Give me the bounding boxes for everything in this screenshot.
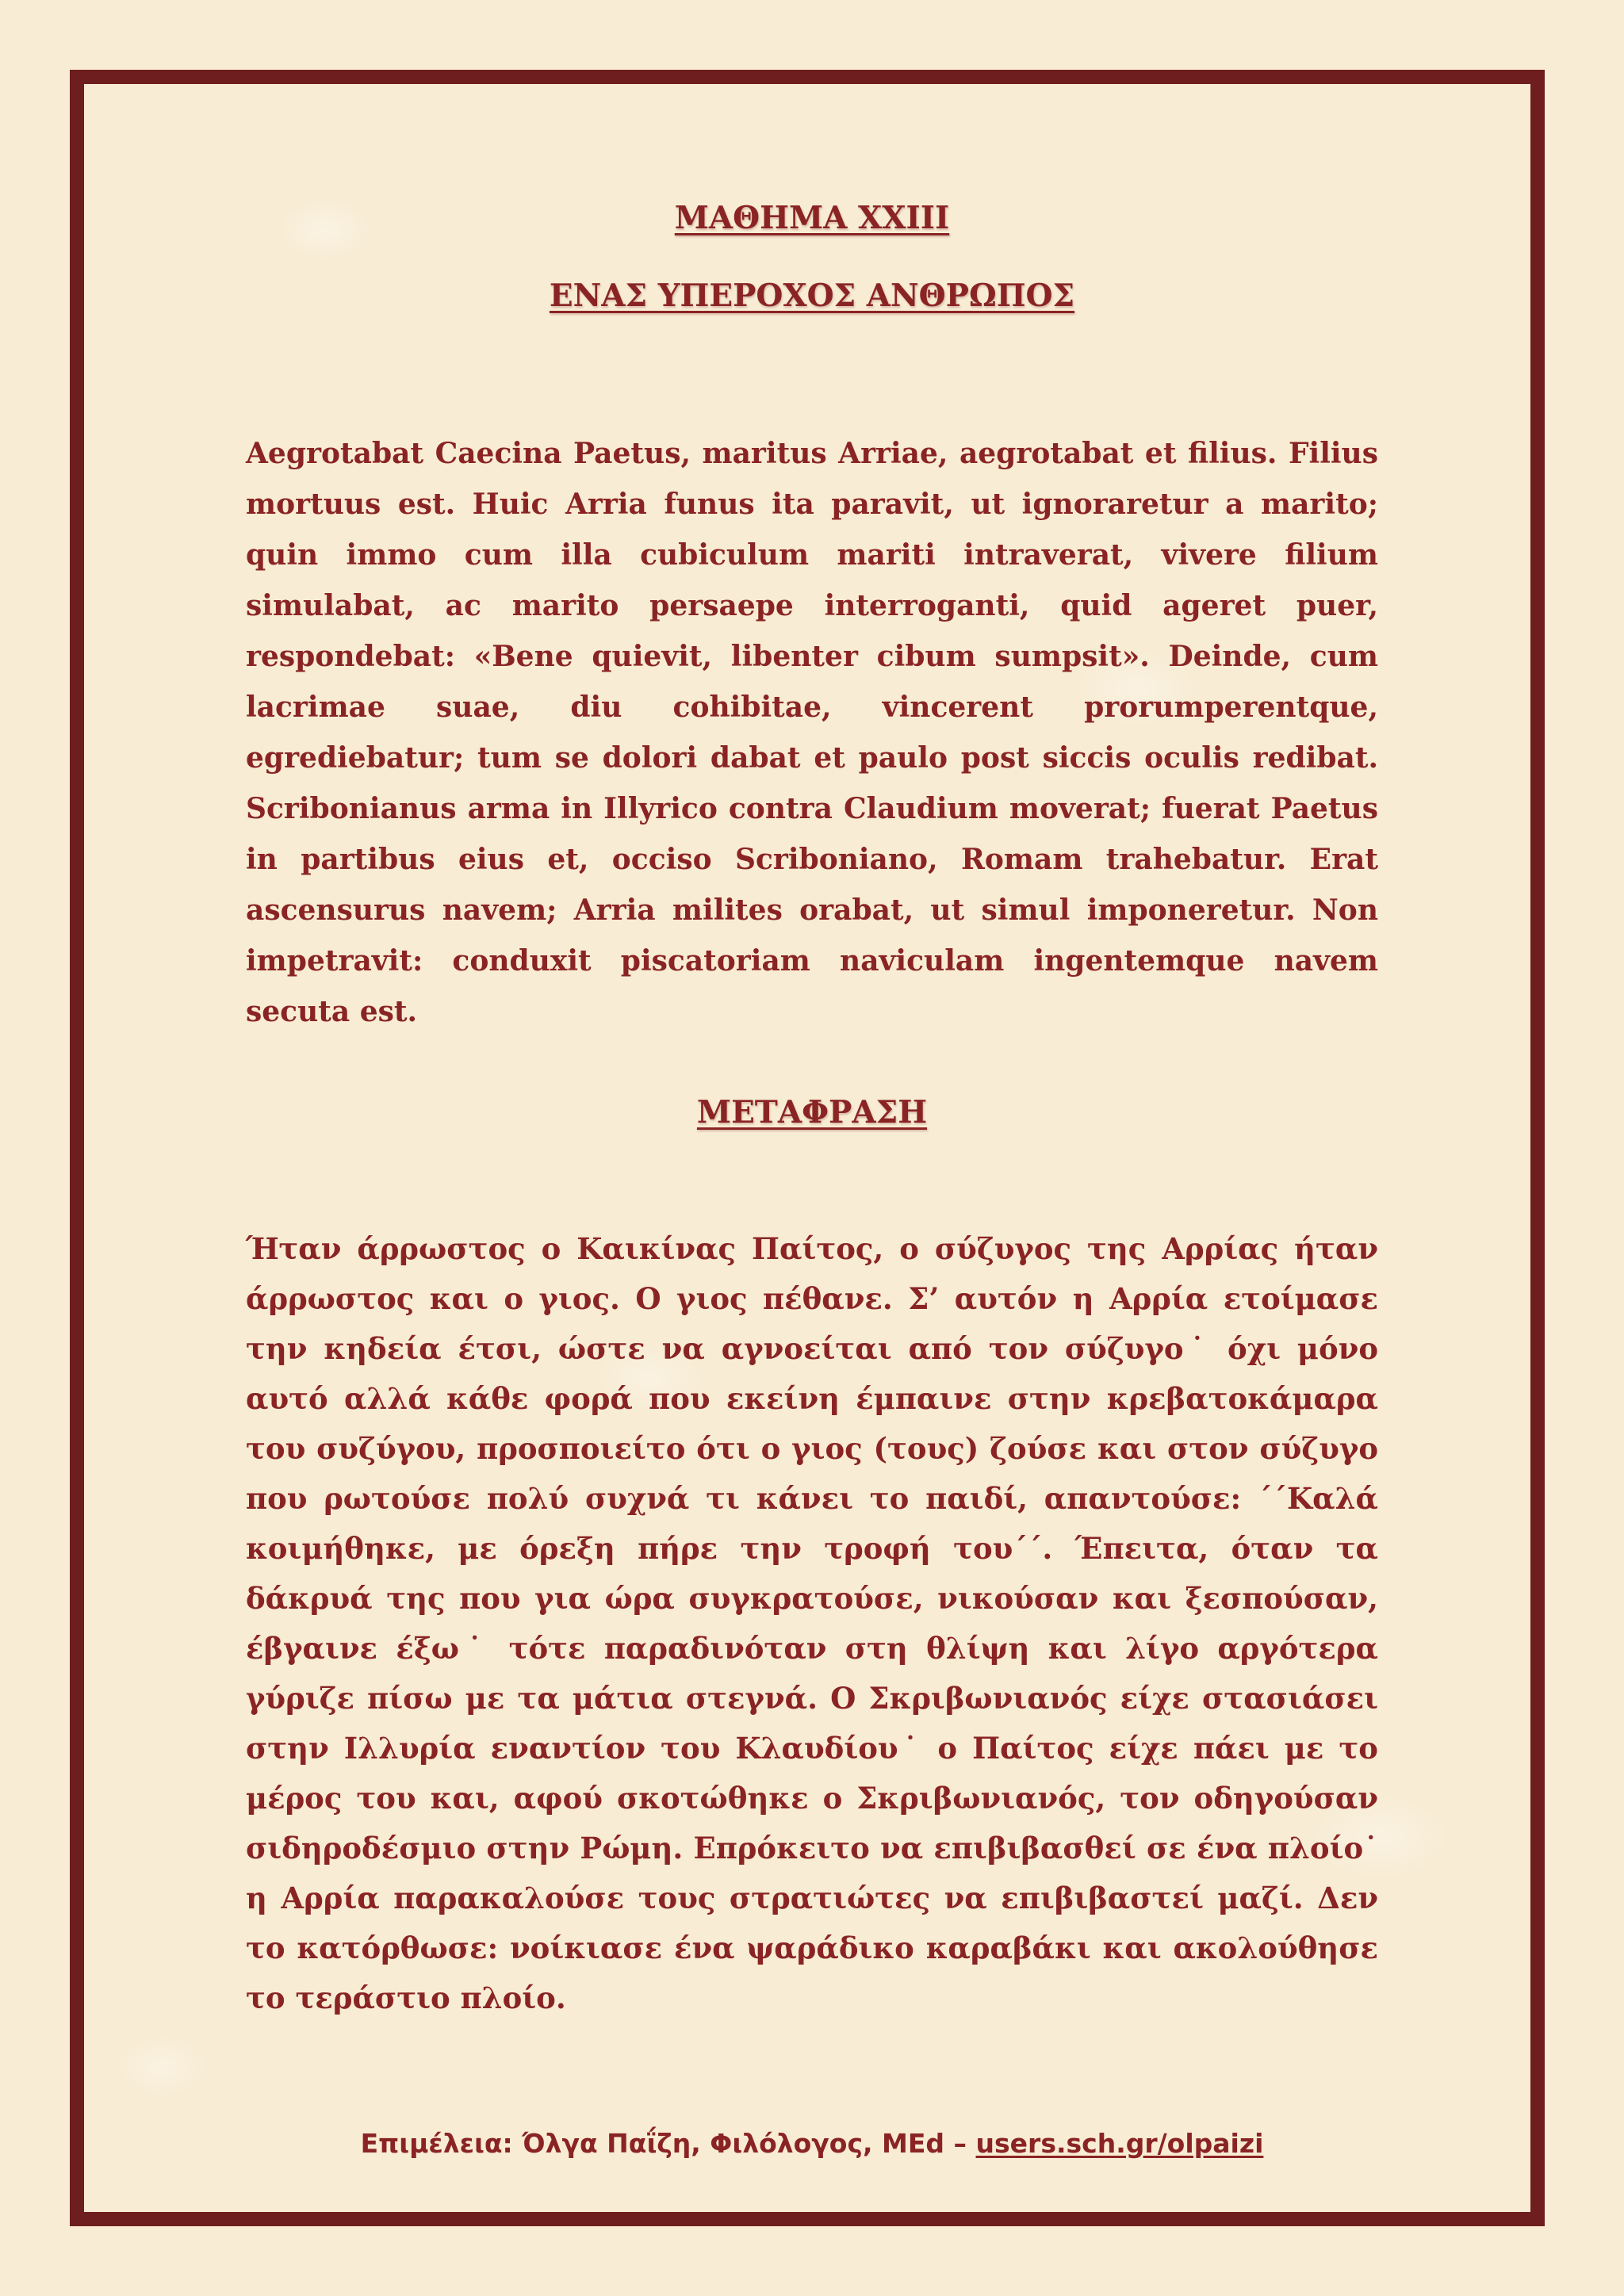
lesson-subtitle: ΕΝΑΣ ΥΠΕΡΟΧΟΣ ΑΝΘΡΩΠΟΣ: [549, 277, 1075, 314]
footer-website-link[interactable]: users.sch.gr/olpaizi: [975, 2128, 1264, 2159]
greek-translation-paragraph: Ήταν άρρωστος ο Καικίνας Παίτος, ο σύζυγος της Αρρίας ήταν άρρωστος και ο γιος. Ο γιος πέθανε. Σ’ αυτόν η Αρρία ετοίμασε την κηδεία έτσι, ώστε να αγνοείται από τον σύζυγο˙ όχι μόνο αυτό αλλά κάθε φορά που εκείνη έμπαινε στην κρεβατοκάμαρα του συζύγου, προσποιείτο ότι ο γιος (τους) ζούσε και στον σύζυγο που ρωτούσε πολύ συχνά τι κάνει το παιδί, απαντούσε: ΄΄Καλά κοιμήθηκε, με όρεξη πήρε την τροφή του΄΄. Έπειτα, όταν τα δάκρυά της που για ώρα συγκρατούσε, νικούσαν και ξεσπούσαν, έβγαινε έξω˙ τότε παραδινόταν στη θλίψη και λίγο αργότερα γύριζε πίσω με τα μάτια στεγνά. Ο Σκριβωνιανός είχε στασιάσει στην Ιλλυρία εναντίον του Κλαυδίου˙ ο Παίτος είχε πάει με το μέρος του και, αφού σκοτώθηκε ο Σκριβωνιανός, τον οδηγούσαν σιδηροδέσμιο στην Ρώμη. Επρόκειτο να επιβιβασθεί σε ένα πλοίο˙ η Αρρία παρακαλούσε τους στρατιώτες να επιβιβαστεί μαζί. Δεν το κατόρθωσε: νοίκιασε ένα ψαράδικο καραβάκι και ακολούθησε το τεράστιο πλοίο.: [246, 1231, 1378, 2015]
footer-credit: [0, 2128, 1624, 2159]
translation-heading: ΜΕΤΑΦΡΑΣΗ: [696, 1094, 928, 1131]
latin-text-paragraph: Aegrotabat Caecina Paetus, maritus Arriae, aegrotabat et filius. Filius mortuus est. Huic Arria funus ita paravit, ut ignoraretur a marito; quin immo cum illa cubiculum mariti intraverat, vivere filium simulabat, ac marito persaepe interroganti, quid ageret puer, respondebat: «Bene quievit, libenter cibum sumpsit». Deinde, cum lacrimae suae, diu cohibitae, vincerent prorumperentque, egrediebatur; tum se dolori dabat et paulo post siccis oculis redibat. Scribonianus arma in Illyrico contra Claudium moverat; fuerat Paetus in partibus eius et, occiso Scriboniano, Romam trahebatur. Erat ascensurus navem; Arria milites orabat, ut simul imponeretur. Non impetravit: conduxit piscatoriam naviculam ingentemque navem secuta est.: [246, 437, 1378, 1028]
footer-credit-text: Επιμέλεια: Όλγα Παΐζη, Φιλόλογος, MEd –: [360, 2128, 976, 2159]
lesson-title: ΜΑΘΗΜΑ XXIII: [674, 200, 950, 236]
